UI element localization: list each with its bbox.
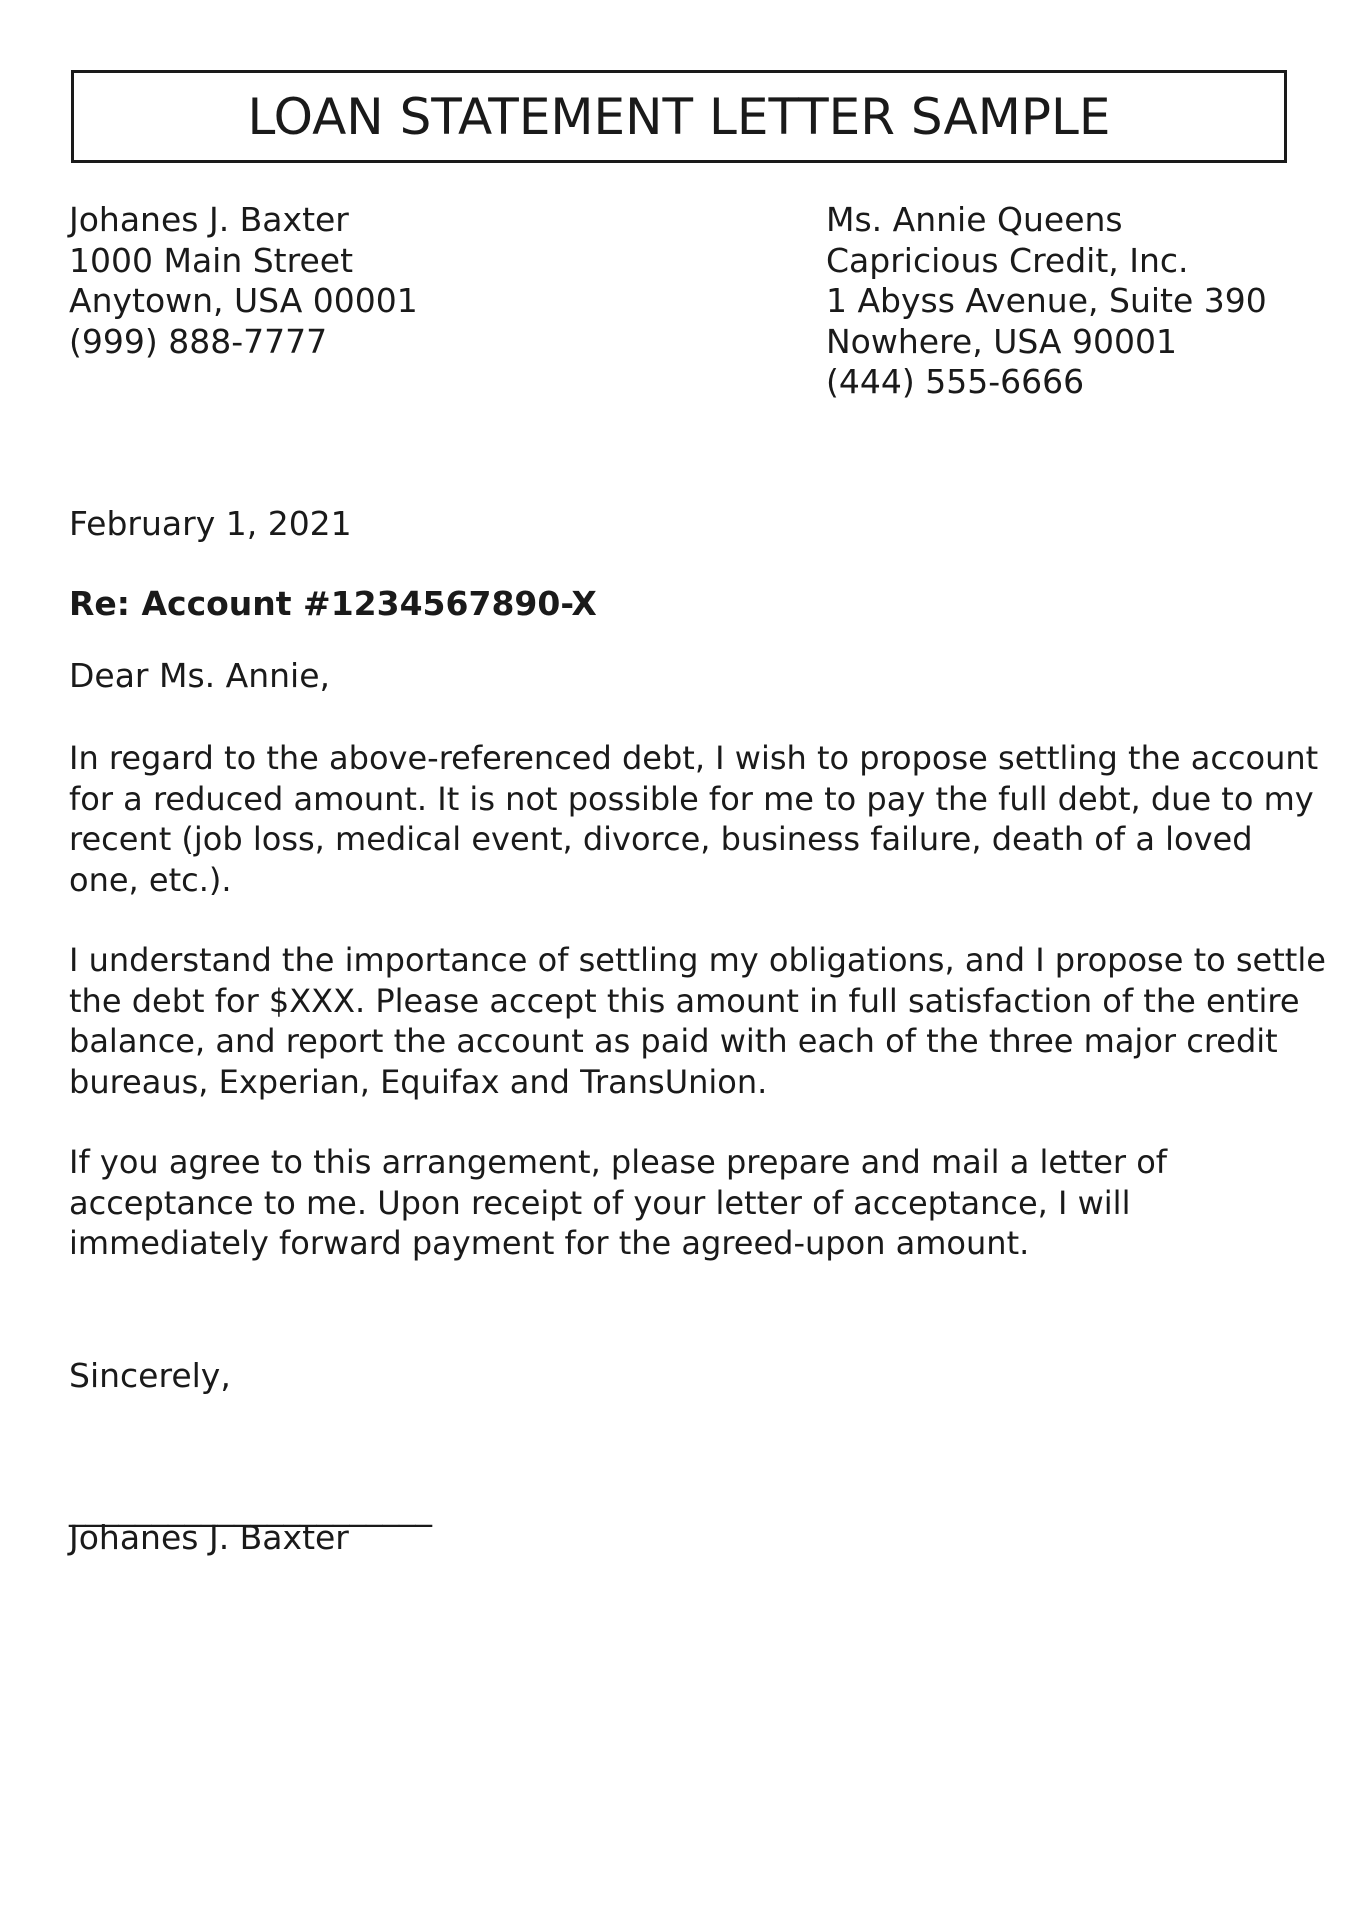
recipient-city: Nowhere, USA 90001 xyxy=(826,321,1177,361)
recipient-address-block xyxy=(826,200,1267,403)
title-box xyxy=(71,70,1287,163)
paragraph-line: bureaus, Experian, Equifax and TransUnion. xyxy=(69,1062,768,1101)
signature-line: ______________________ xyxy=(69,1488,432,1527)
paragraph-line: If you agree to this arrangement, please prepare and mail a letter of xyxy=(69,1143,1168,1181)
signature-name: Johanes J. Baxter xyxy=(69,1518,349,1557)
body-paragraph-3 xyxy=(69,1142,1309,1264)
paragraph-line: recent (job loss, medical event, divorce, business failure, death of a loved xyxy=(69,820,1253,858)
salutation: Dear Ms. Annie, xyxy=(69,656,331,695)
recipient-company: Capricious Credit, Inc. xyxy=(826,240,1189,280)
recipient-street: 1 Abyss Avenue, Suite 390 xyxy=(826,281,1267,320)
paragraph-line: balance, and report the account as paid with each of the three major credit xyxy=(69,1022,1278,1060)
recipient-phone: (444) 555-6666 xyxy=(826,362,1085,401)
page-title: LOAN STATEMENT LETTER SAMPLE xyxy=(247,87,1111,146)
paragraph-line: In regard to the above-referenced debt, I wish to propose settling the account xyxy=(69,739,1319,777)
paragraph-line: for a reduced amount. It is not possible for me to pay the full debt, due to my xyxy=(69,779,1314,818)
paragraph-line: the debt for $XXX. Please accept this amount in full satisfaction of the entire xyxy=(69,981,1300,1020)
sender-city: Anytown, USA 00001 xyxy=(69,281,418,320)
body-paragraph-1 xyxy=(69,738,1319,900)
sender-name: Johanes J. Baxter xyxy=(69,200,349,239)
re-line: Re: Account #1234567890-X xyxy=(69,584,597,623)
closing: Sincerely, xyxy=(69,1356,231,1395)
paragraph-line: acceptance to me. Upon receipt of your letter of acceptance, I will xyxy=(69,1183,1131,1222)
letter-date: February 1, 2021 xyxy=(69,504,352,543)
paragraph-line: one, etc.). xyxy=(69,860,232,899)
sender-phone: (999) 888-7777 xyxy=(69,321,328,361)
body-paragraph-2 xyxy=(69,940,1326,1102)
sender-street: 1000 Main Street xyxy=(69,240,354,280)
paragraph-line: immediately forward payment for the agreed-upon amount. xyxy=(69,1224,1030,1262)
sender-address-block xyxy=(69,200,418,362)
paragraph-line: I understand the importance of settling my obligations, and I propose to settle xyxy=(69,941,1326,979)
recipient-name: Ms. Annie Queens xyxy=(826,200,1123,239)
